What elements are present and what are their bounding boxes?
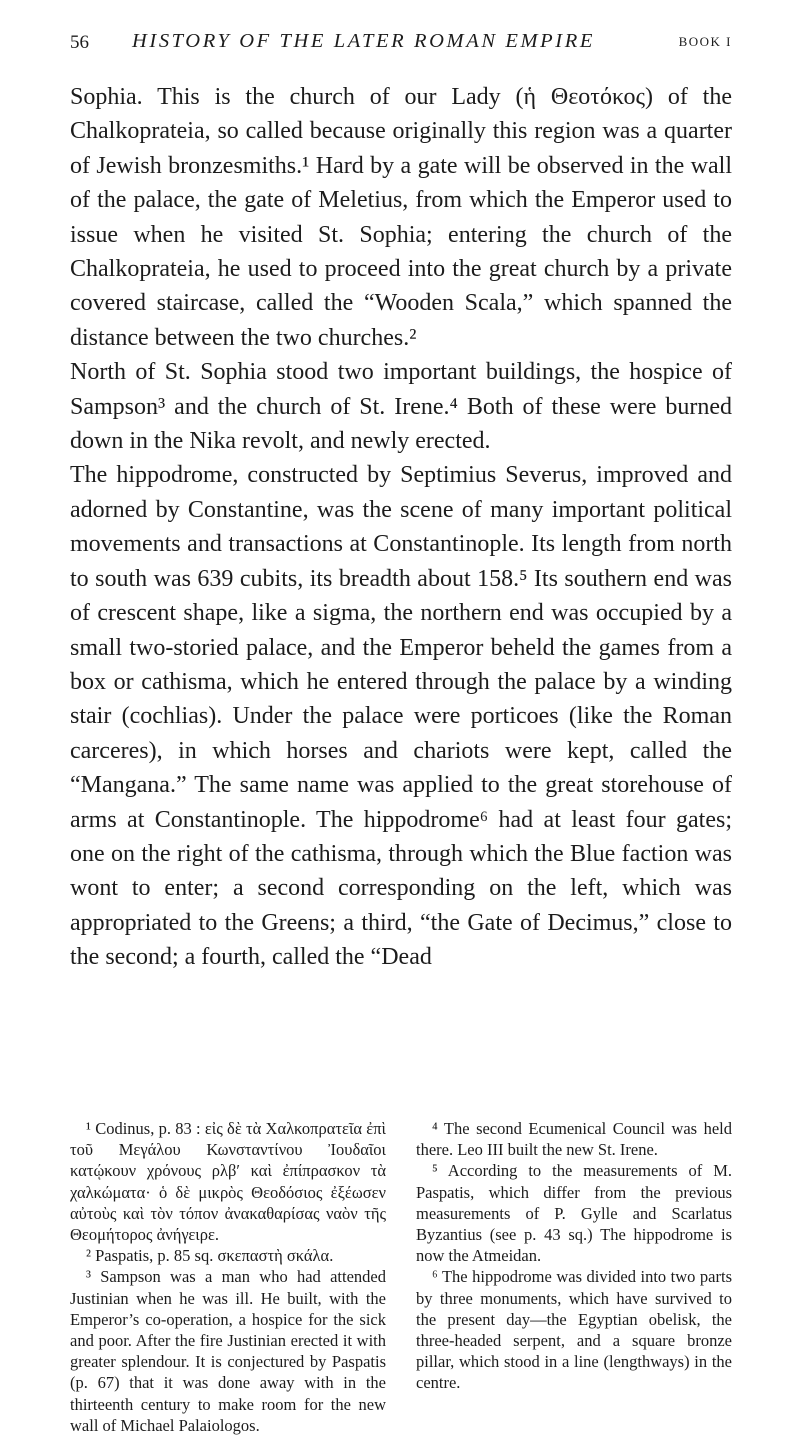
paragraph-2: North of St. Sophia stood two important buildings, the hospice of Sampson³ and the church of St. Irene.⁴ Both of these were burned down in the Nika revolt, and newly erected.	[70, 359, 732, 455]
footnote-5: ⁵ According to the measurements of M. Paspatis, which differ from the previous measurements of P. Gylle and Scarlatus Byzantius (see p. 43 sq.) The hippodrome is now the Atmeidan.	[416, 1161, 732, 1266]
footnotes-right-column	[416, 1118, 732, 1394]
paragraph-3: The hippodrome, constructed by Septimius Severus, improved and adorned by Constantine, was the scene of many important political movements and transactions at Constantinople. Its length from north to south was 639 cubits, its breadth about 158.⁵ Its southern end was of crescent shape, like a sigma, the northern end was occupied by a small two-storied palace, and the Emperor beheld the games from a box or cathisma, which he entered through the palace by a winding stair (cochlias). Under the palace were porticoes (like the Roman carceres), in which horses and chariots were kept, called the “Mangana.” The same name was applied to the great storehouse of arms at Constantinople. The hippodrome⁶ had at least four gates; one on the right of the cathisma, through which the Blue faction was wont to enter; a second corresponding on the left, which was appropriated to the Greens; a third, “the Gate of Decimus,” close to the second; a fourth, called the “Dead	[70, 462, 732, 971]
footnotes-left-column	[70, 1118, 386, 1436]
book-page	[70, 0, 732, 1435]
book-label: BOOK I	[678, 34, 732, 49]
paragraph-1: Sophia. This is the church of our Lady (ἡ Θεοτόκος) of the Chalkoprateia, so called because originally this region was a quarter of Jewish bronzesmiths.¹ Hard by a gate will be observed in the wall of the palace, the gate of Meletius, from which the Emperor used to issue when he visited St. Sophia; entering the church of the Chalkoprateia, he used to proceed into the great church by a private covered staircase, called the “Wooden Scala,” which spanned the distance between the two churches.²	[70, 84, 732, 351]
running-title: HISTORY OF THE LATER ROMAN EMPIRE	[132, 30, 595, 52]
footnote-3: ³ Sampson was a man who had attended Justinian when he was ill. He built, with the Emperor’s co-operation, a hospice for the sick and poor. After the fire Justinian erected it with greater splendour. It is conjectured by Paspatis (p. 67) that it was done away with in the thirteenth century to make room for the new wall of Michael Palaiologos.	[70, 1267, 386, 1435]
footnote-4: ⁴ The second Ecumenical Council was held there. Leo III built the new St. Irene.	[416, 1119, 732, 1160]
footnote-1: ¹ Codinus, p. 83 : εἰς δὲ τὰ Χαλκοπρατεῖα ἐπὶ τοῦ Μεγάλου Κωνσταντίνου Ἰουδαῖοι κατῴκουν χρόνους ρλβʹ καὶ ἐπίπρασκον τὰ χαλκώματα· ὁ δὲ μικρὸς Θεοδόσιος ἐξέωσεν αὐτοὺς καὶ τὸν τόπον ἀνακαθαρίσας ναὸν τῆς Θεομήτορος ἀνήγειρε.	[70, 1119, 386, 1245]
footnote-6: ⁶ The hippodrome was divided into two parts by three monuments, which have survived to the present day—the Egyptian obelisk, the three-headed serpent, and a square bronze pillar, which stood in a line (lengthways) in the centre.	[416, 1267, 732, 1393]
running-header	[70, 30, 732, 58]
main-text	[70, 80, 732, 975]
footnote-2: ² Paspatis, p. 85 sq. σκεπαστὴ σκάλα.	[86, 1246, 334, 1266]
page-number: 56	[70, 32, 89, 53]
